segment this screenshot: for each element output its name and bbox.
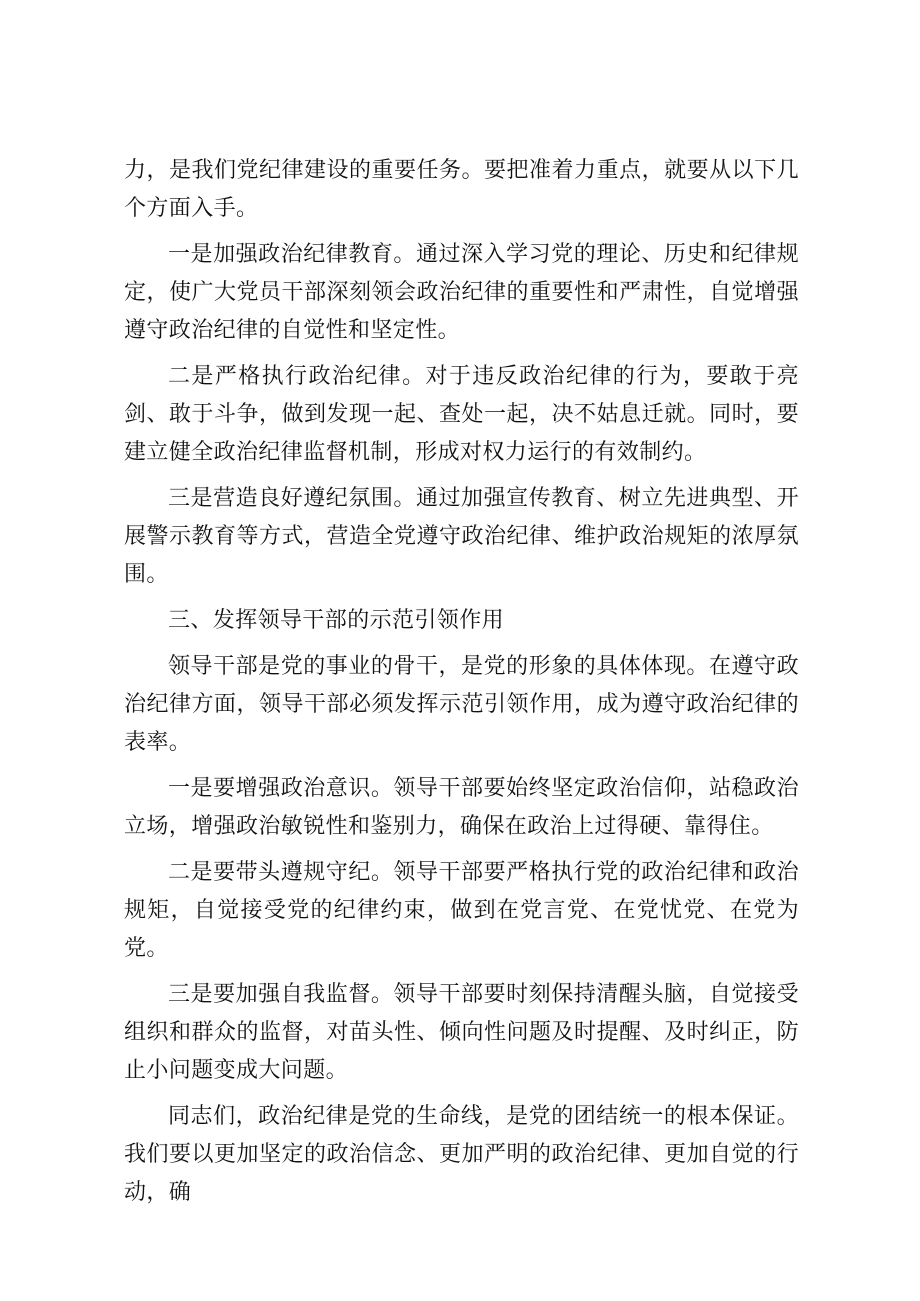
paragraph-closing: 同志们，政治纪律是党的生命线，是党的团结统一的根本保证。我们要以更加坚定的政治信念、更加严明的政治纪律、更加自觉的行动，确 — [124, 1104, 799, 1205]
paragraph-point-two: 二是严格执行政治纪律。对于违反政治纪律的行为，要敢于亮剑、敢于斗争，做到发现一起、查处一起，决不姑息迁就。同时，要建立健全政治纪律监督机制，形成对权力运行的有效制约。 — [124, 364, 799, 465]
paragraph-continuation: 力，是我们党纪律建设的重要任务。要把准着力重点，就要从以下几个方面入手。 — [124, 158, 799, 221]
paragraph-leader-point-one: 一是要增强政治意识。领导干部要始终坚定政治信仰，站稳政治立场，增强政治敏锐性和鉴别力，确保在政治上过得硬、靠得住。 — [124, 776, 799, 839]
paragraph-point-three: 三是营造良好遵纪氛围。通过加强宣传教育、树立先进典型、开展警示教育等方式，营造全党遵守政治纪律、维护政治规矩的浓厚氛围。 — [124, 486, 799, 587]
paragraph-section-intro: 领导干部是党的事业的骨干，是党的形象的具体体现。在遵守政治纪律方面，领导干部必须发挥示范引领作用，成为遵守政治纪律的表率。 — [124, 654, 799, 755]
paragraph-point-one: 一是加强政治纪律教育。通过深入学习党的理论、历史和纪律规定，使广大党员干部深刻领会政治纪律的重要性和严肃性，自觉增强遵守政治纪律的自觉性和坚定性。 — [124, 242, 799, 343]
paragraph-leader-point-three: 三是要加强自我监督。领导干部要时刻保持清醒头脑，自觉接受组织和群众的监督，对苗头性、倾向性问题及时提醒、及时纠正，防止小问题变成大问题。 — [124, 982, 799, 1083]
section-heading-three: 三、发挥领导干部的示范引领作用 — [168, 608, 505, 633]
paragraph-leader-point-two: 二是要带头遵规守纪。领导干部要严格执行党的政治纪律和政治规矩，自觉接受党的纪律约束，做到在党言党、在党忧党、在党为党。 — [124, 860, 799, 961]
document-body — [124, 152, 799, 1220]
